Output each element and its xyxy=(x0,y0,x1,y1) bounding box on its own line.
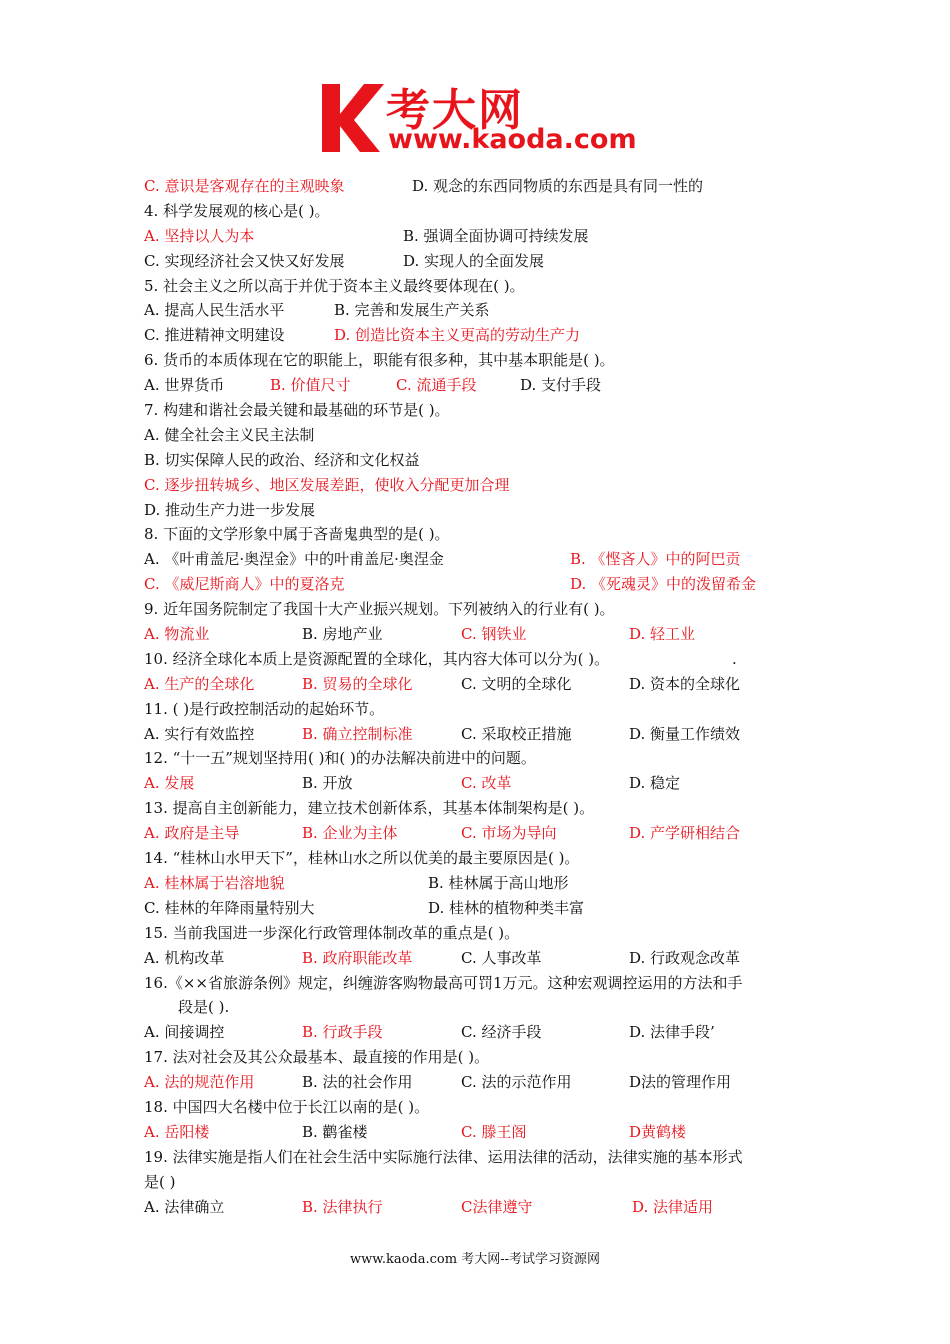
answer-option-correct: A. 坚持以人为本 xyxy=(144,226,255,245)
answer-option-correct: C. 滕王阁 xyxy=(461,1122,527,1141)
text-segment: C. 人事改革 xyxy=(461,948,542,967)
text-segment: 5. 社会主义之所以高于并优于资本主义最终要体现在( )。 xyxy=(144,276,525,295)
answer-option-correct: C. 改革 xyxy=(461,774,512,793)
text-segment: A. 健全社会主义民主法制 xyxy=(144,425,315,444)
question-line xyxy=(144,398,824,423)
text-segment: 12. “十一五”规划坚持用( )和( )的办法解决前进中的问题。 xyxy=(144,749,536,768)
text-segment: D. 推动生产力进一步发展 xyxy=(144,500,316,519)
question-line xyxy=(144,1145,824,1170)
text-segment: 7. 构建和谐社会最关键和最基础的环节是( )。 xyxy=(144,401,450,420)
question-line xyxy=(144,697,824,722)
text-segment: 6. 货币的本质体现在它的职能上，职能有很多种，其中基本职能是( )。 xyxy=(144,351,615,370)
text-segment: 15. 当前我国进一步深化行政管理体制改革的重点是( )。 xyxy=(144,923,520,942)
question-line xyxy=(144,821,824,846)
text-segment: D. 稳定 xyxy=(629,774,681,793)
text-segment: D法的管理作用 xyxy=(629,1073,732,1092)
answer-option-correct: A. 桂林属于岩溶地貌 xyxy=(144,873,285,892)
answer-option-correct: D. 创造比资本主义更高的劳动生产力 xyxy=(334,326,581,345)
text-segment: A. 法律确立 xyxy=(144,1197,225,1216)
text-segment: 4. 科学发展观的核心是( )。 xyxy=(144,201,330,220)
question-line xyxy=(144,672,824,697)
k-logo-icon xyxy=(318,80,388,156)
text-segment: D. 支付手段 xyxy=(520,376,602,395)
answer-option-correct: B. 价值尺寸 xyxy=(270,376,351,395)
text-segment: C. 法的示范作用 xyxy=(461,1073,572,1092)
text-segment: C. 文明的全球化 xyxy=(461,674,572,693)
page-footer: www.kaoda.com 考大网--考试学习资源网 xyxy=(350,1252,600,1267)
text-segment: D. 桂林的植物种类丰富 xyxy=(428,898,585,917)
logo-chinese-name: 考大网 xyxy=(386,85,524,136)
question-line xyxy=(144,498,824,523)
question-line xyxy=(144,423,824,448)
answer-option-correct: C. 《威尼斯商人》中的夏洛克 xyxy=(144,575,345,594)
answer-option-correct: B. 贸易的全球化 xyxy=(302,674,413,693)
answer-option-correct: A. 岳阳楼 xyxy=(144,1122,210,1141)
text-segment: C. 实现经济社会又快又好发展 xyxy=(144,251,345,270)
text-segment: A. 世界货币 xyxy=(144,376,225,395)
answer-option-correct: C. 意识是客观存在的主观映象 xyxy=(144,177,345,195)
question-line xyxy=(144,622,824,647)
text-segment: A. 实行有效监控 xyxy=(144,724,255,743)
text-segment: 16.《××省旅游条例》规定，纠缠游客购物最高可罚1万元。这种宏观调控运用的方法和手 xyxy=(144,973,743,992)
answer-option-correct: A. 政府是主导 xyxy=(144,824,240,843)
text-segment: B. 强调全面协调可持续发展 xyxy=(403,226,589,245)
text-segment: 段是( ). xyxy=(178,998,230,1017)
text-segment: A. 提高人民生活水平 xyxy=(144,301,285,320)
text-segment: 是( ) xyxy=(144,1172,176,1191)
answer-option-correct: B. 确立控制标准 xyxy=(302,724,413,743)
text-segment: 10. 经济全球化本质上是资源配置的全球化，其内容大体可以分为( )。 xyxy=(144,649,610,668)
question-line xyxy=(144,448,824,473)
text-segment: . xyxy=(732,649,737,668)
text-segment: B. 鹳雀楼 xyxy=(302,1122,368,1141)
text-segment: D. 观念的东西同物质的东西是具有同一性的 xyxy=(412,177,704,195)
answer-option-correct: D. 《死魂灵》中的泼留希金 xyxy=(570,575,757,594)
answer-option-correct: B. 企业为主体 xyxy=(302,824,398,843)
question-line xyxy=(144,1045,824,1070)
text-segment: C. 推进精神文明建设 xyxy=(144,326,285,345)
text-segment: B. 法的社会作用 xyxy=(302,1073,413,1092)
question-line xyxy=(144,722,824,747)
question-line xyxy=(144,1070,824,1095)
text-segment: D. 资本的全球化 xyxy=(629,674,741,693)
text-segment: 19. 法律实施是指人们在社会生活中实际施行法律、运用法律的活动，法律实施的基本形式 xyxy=(144,1147,743,1166)
question-line xyxy=(144,1020,824,1045)
question-line xyxy=(144,1195,824,1220)
question-line xyxy=(144,473,824,498)
answer-option-correct: C. 流通手段 xyxy=(396,376,477,395)
answer-option-correct: C. 市场为导向 xyxy=(461,824,557,843)
text-segment: B. 开放 xyxy=(302,774,353,793)
text-segment: A. 机构改革 xyxy=(144,948,225,967)
question-line xyxy=(144,572,824,597)
text-segment: A. 《叶甫盖尼·奥涅金》中的叶甫盖尼·奥涅金 xyxy=(144,550,444,569)
question-line xyxy=(144,547,824,572)
answer-option-correct: A. 法的规范作用 xyxy=(144,1073,255,1092)
question-line xyxy=(144,647,824,672)
question-line xyxy=(144,522,824,547)
text-segment: D. 衡量工作绩效 xyxy=(629,724,741,743)
answer-option-correct: C. 逐步扭转城乡、地区发展差距，使收入分配更加合理 xyxy=(144,475,510,494)
question-line xyxy=(144,348,824,373)
question-line xyxy=(144,323,824,348)
answer-option-correct: A. 物流业 xyxy=(144,625,210,644)
question-line xyxy=(144,1095,824,1120)
question-line xyxy=(144,995,824,1020)
text-segment: D. 行政观念改革 xyxy=(629,948,741,967)
question-line xyxy=(144,373,824,398)
text-segment: D. 法律手段’ xyxy=(629,1023,715,1042)
answer-option-correct: D. 轻工业 xyxy=(629,625,696,644)
question-line xyxy=(144,1120,824,1145)
question-line xyxy=(144,921,824,946)
text-segment: B. 切实保障人民的政治、经济和文化权益 xyxy=(144,450,420,469)
question-line xyxy=(144,846,824,871)
text-segment: C. 采取校正措施 xyxy=(461,724,572,743)
logo-url: www.kaoda.com xyxy=(388,124,637,155)
answer-option-correct: A. 生产的全球化 xyxy=(144,674,255,693)
text-segment: B. 完善和发展生产关系 xyxy=(334,301,490,320)
text-segment: D. 实现人的全面发展 xyxy=(403,251,545,270)
text-segment: 8. 下面的文学形象中属于吝啬鬼典型的是( )。 xyxy=(144,525,450,544)
question-line xyxy=(144,796,824,821)
answer-option-correct: C法律遵守 xyxy=(461,1197,533,1216)
text-segment: 17. 法对社会及其公众最基本、最直接的作用是( )。 xyxy=(144,1048,490,1067)
question-line xyxy=(144,174,824,199)
question-line xyxy=(144,896,824,921)
question-line xyxy=(144,597,824,622)
text-segment: 11. ( )是行政控制活动的起始环节。 xyxy=(144,699,385,718)
text-segment: A. 间接调控 xyxy=(144,1023,225,1042)
text-segment: 14. “桂林山水甲天下”，桂林山水之所以优美的最主要原因是( )。 xyxy=(144,849,580,868)
question-line xyxy=(144,746,824,771)
text-segment: 18. 中国四大名楼中位于长江以南的是( )。 xyxy=(144,1097,430,1116)
question-line xyxy=(144,871,824,896)
question-line xyxy=(144,199,824,224)
text-segment: 9. 近年国务院制定了我国十大产业振兴规划。下列被纳入的行业有( )。 xyxy=(144,600,615,619)
text-segment: B. 房地产业 xyxy=(302,625,383,644)
answer-option-correct: B. 政府职能改革 xyxy=(302,948,413,967)
answer-option-correct: D黄鹤楼 xyxy=(629,1122,687,1141)
answer-option-correct: B. 法律执行 xyxy=(302,1197,383,1216)
question-line xyxy=(144,298,824,323)
question-line xyxy=(144,971,824,996)
answer-option-correct: C. 钢铁业 xyxy=(461,625,527,644)
text-segment: B. 桂林属于高山地形 xyxy=(428,873,569,892)
question-line xyxy=(144,1170,824,1195)
answer-option-correct: B. 《悭吝人》中的阿巴贡 xyxy=(570,550,741,569)
text-segment: 13. 提高自主创新能力，建立技术创新体系，其基本体制架构是( )。 xyxy=(144,799,595,818)
question-line xyxy=(144,274,824,299)
answer-option-correct: D. 产学研相结合 xyxy=(629,824,741,843)
answer-option-correct: D. 法律适用 xyxy=(632,1197,714,1216)
answer-option-correct: B. 行政手段 xyxy=(302,1023,383,1042)
answer-option-correct: A. 发展 xyxy=(144,774,195,793)
text-segment: C. 桂林的年降雨量特别大 xyxy=(144,898,315,917)
text-segment: C. 经济手段 xyxy=(461,1023,542,1042)
question-line xyxy=(144,946,824,971)
question-line xyxy=(144,771,824,796)
question-line xyxy=(144,249,824,274)
kaoda-logo xyxy=(318,80,638,160)
question-line xyxy=(144,224,824,249)
question-content xyxy=(144,174,824,1219)
